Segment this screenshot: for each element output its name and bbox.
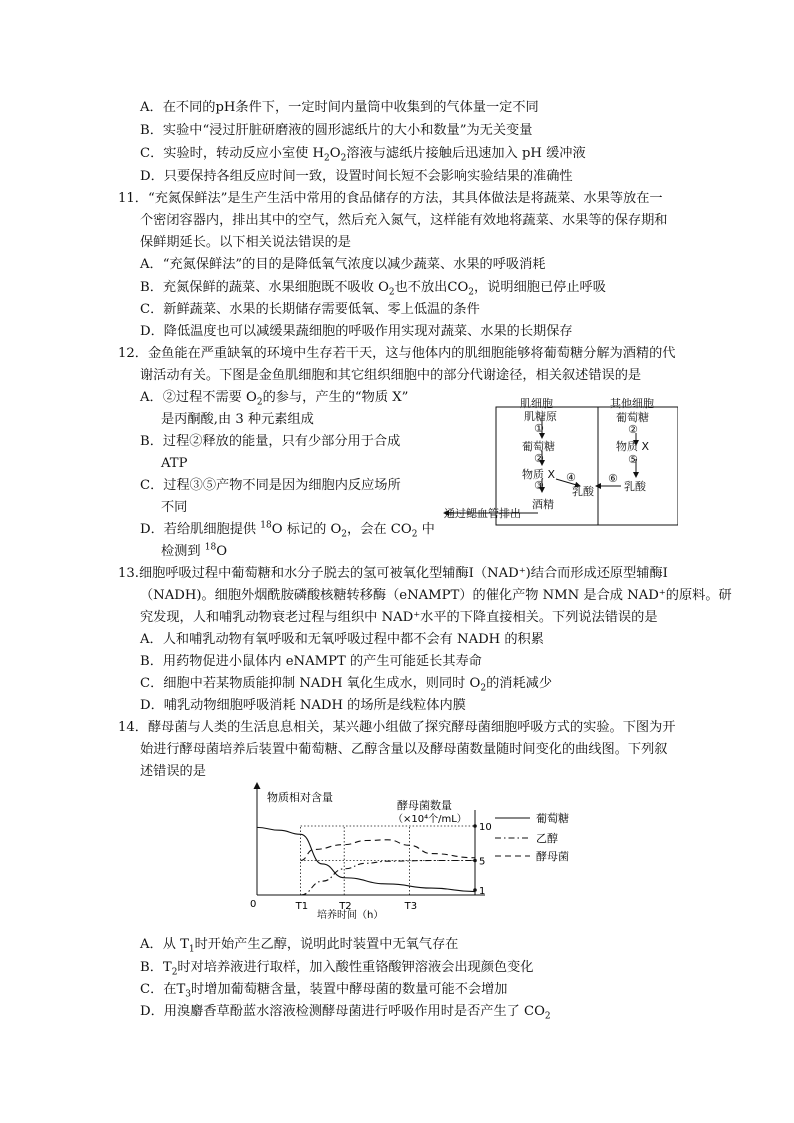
y2-tick-1: 1 [479, 886, 486, 897]
q11-option-c: C．新鲜蔬菜、水果的长期储存需要低氧、零上低温的条件 [140, 302, 480, 317]
lactate-other-label: 乳酸 [624, 480, 646, 493]
yeast-culture-chart [245, 780, 605, 930]
q14-stem-line-1: 14．酵母菌与人类的生活息息相关，某兴趣小组做了探究酵母菌细胞呼吸方式的实验。下图为开 [118, 720, 676, 735]
y2-tick-dot-10 [473, 824, 477, 828]
muscle-cell-label: 肌细胞 [520, 397, 553, 410]
q11-stem-line-1: 11．“充氮保鲜法”是生产生活中常用的食品储存的方法，其具体做法是将蔬菜、水果等放在一 [118, 191, 663, 206]
series-line-0 [257, 827, 475, 891]
x-axis-label: 培养时间（h） [317, 910, 384, 921]
q10-option-a: A．在不同的pH条件下，一定时间内量筒中收集到的气体量一定不同 [140, 100, 539, 115]
q14-option-a: A．从 $T_1$时开始产生乙醇，说明此时装置中无氧气存在 [140, 937, 459, 955]
step-2-label: ② [534, 452, 544, 465]
q14-option-b: B．$T_2$时对培养液进行取样，加入酸性重铬酸钾溶液会出现颜色变化 [140, 960, 534, 978]
q12-stem-line-2: 谢活动有关。下图是金鱼肌细胞和其它组织细胞中的部分代谢途径，相关叙述错误的是 [140, 368, 642, 383]
y2-axis-label: 酵母菌数量 [397, 799, 452, 812]
y-axis-label: 物质相对含量 [267, 791, 333, 804]
q12-stem-line-1: 12．金鱼能在严重缺氧的环境中生存若干天，这与他体内的肌细胞能够将葡萄糖分解为酒精的代 [118, 346, 676, 361]
q11-stem-line-2: 个密闭容器内，排出其中的空气，然后充入氮气，这样能有效地将蔬菜、水果等的保存期和 [140, 213, 668, 228]
q13-option-d: D．哺乳动物细胞呼吸消耗 NADH 的场所是线粒体内膜 [140, 698, 466, 713]
x-tick-T3: T3 [404, 901, 418, 912]
other-cell-label: 其他细胞 [610, 397, 654, 410]
q13-option-c: C．细胞中若某物质能抑制 NADH 氧化生成水，则同时 $O_2$的消耗减少 [140, 676, 553, 694]
q13-option-a: A．人和哺乳动物有氧呼吸和无氧呼吸过程中都不会有 NADH 的积累 [140, 632, 544, 647]
metabolism-diagram [438, 395, 678, 527]
substance-x-other-label: 物质 X [616, 440, 650, 453]
q13-stem-line-1: 13.细胞呼吸过程中葡萄糖和水分子脱去的氢可被氧化型辅酶Ⅰ（NAD⁺)结合而形成还原型辅酶Ⅰ [118, 566, 668, 581]
y2-tick-5: 5 [479, 856, 486, 868]
step-2-other-label: ② [628, 423, 638, 436]
q12-option-b-line-1: B．过程②释放的能量，只有少部分用于合成 [140, 434, 401, 449]
legend-glucose: 葡萄糖 [536, 812, 569, 825]
q12-option-c-line-1: C．过程③⑤产物不同是因为细胞内反应场所 [140, 478, 401, 493]
q12-option-a-line-2: 是丙酮酸,由 3 种元素组成 [161, 412, 314, 427]
x-tick-T2: T2 [339, 901, 352, 912]
glucose-muscle-label: 葡萄糖 [522, 440, 555, 453]
q13-stem-line-2: （NADH)。细胞外烟酰胺磷酸核糖转移酶（eNAMPT）的催化产物 NMN 是合成 NAD⁺的原料。研 [140, 588, 732, 603]
q10-option-d: D．只要保持各组反应时间一致，设置时间长短不会影响实验结果的准确性 [140, 169, 573, 184]
q12-option-d-line-2: 检测到 $^{18}$O [161, 542, 228, 559]
q11-option-a: A．“充氮保鲜法”的目的是降低氧气浓度以减少蔬菜、水果的呼吸消耗 [140, 257, 546, 272]
q14-option-d: D．用溴麝香草酚蓝水溶液检测酵母菌进行呼吸作用时是否产生了 $CO_2$ [140, 1004, 551, 1022]
series-line-2 [301, 840, 475, 861]
legend-ethanol: 乙醇 [536, 832, 558, 845]
q13-stem-line-3: 究发现，人和哺乳动物衰老过程与组织中 NAD⁺水平的下降直接相关。下列说法错误的是 [140, 610, 658, 625]
q12-option-a-line-1: A．②过程不需要 $O_2$的参与，产生的“物质 X” [140, 390, 409, 408]
ethanol-label: 酒精 [532, 498, 554, 511]
legend-yeast: 酵母菌 [536, 850, 569, 863]
q10-option-b: B．实验中“浸过肝脏研磨液的圆形滤纸片的大小和数量”为无关变量 [140, 123, 533, 138]
y2-tick-10: 10 [479, 822, 492, 833]
origin-label: 0 [250, 899, 257, 910]
q10-option-c: C．实验时，转动反应小室使 $H_2O_2$溶液与滤纸片接触后迅速加入 pH 缓冲液 [140, 146, 586, 164]
step-1-label: ① [534, 422, 544, 435]
q12-option-d-line-1: D．若给肌细胞提供 $^{18}$O 标记的 $O_2$，会在 $CO_2$ 中 [140, 520, 435, 540]
series-line-1 [301, 861, 475, 896]
glycogen-label: 肌糖原 [524, 410, 557, 423]
x-tick-T1: T1 [295, 901, 309, 912]
step-5-label: ⑤ [628, 453, 638, 466]
q11-option-d: D．降低温度也可以减缓果蔬细胞的呼吸作用实现对蔬菜、水果的长期保存 [140, 324, 573, 339]
y2-axis-unit: （×10⁴个/mL） [393, 814, 467, 825]
q12-option-c-line-2: 不同 [161, 500, 188, 515]
q11-stem-line-3: 保鲜期延长。以下相关说法错误的是 [140, 235, 351, 250]
q14-option-c: C．在$T_3$时增加葡萄糖含量，装置中酵母菌的数量可能不会增加 [140, 982, 508, 1000]
step-6-label: ⑥ [608, 472, 618, 485]
lactate-muscle-label: 乳酸 [572, 485, 594, 498]
q13-option-b: B．用药物促进小鼠体内 eNAMPT 的产生可能延长其寿命 [140, 654, 482, 669]
q12-option-b-line-2: ATP [161, 456, 188, 471]
substance-x-muscle-label: 物质 X [522, 468, 556, 481]
glucose-other-label: 葡萄糖 [616, 411, 649, 424]
q14-stem-line-3: 述错误的是 [140, 764, 206, 779]
excrete-label: 通过鳃血管排出 [444, 507, 521, 520]
q11-option-b: B．充氮保鲜的蔬菜、水果细胞既不吸收 $O_2$也不放出$CO_2$，说明细胞已停止呼吸 [140, 280, 606, 298]
step-3-label: ③ [534, 479, 544, 492]
q14-stem-line-2: 始进行酵母菌培养后装置中葡萄糖、乙醇含量以及酵母菌数量随时间变化的曲线图。下列叙 [140, 742, 668, 757]
step-4-label: ④ [566, 471, 576, 484]
